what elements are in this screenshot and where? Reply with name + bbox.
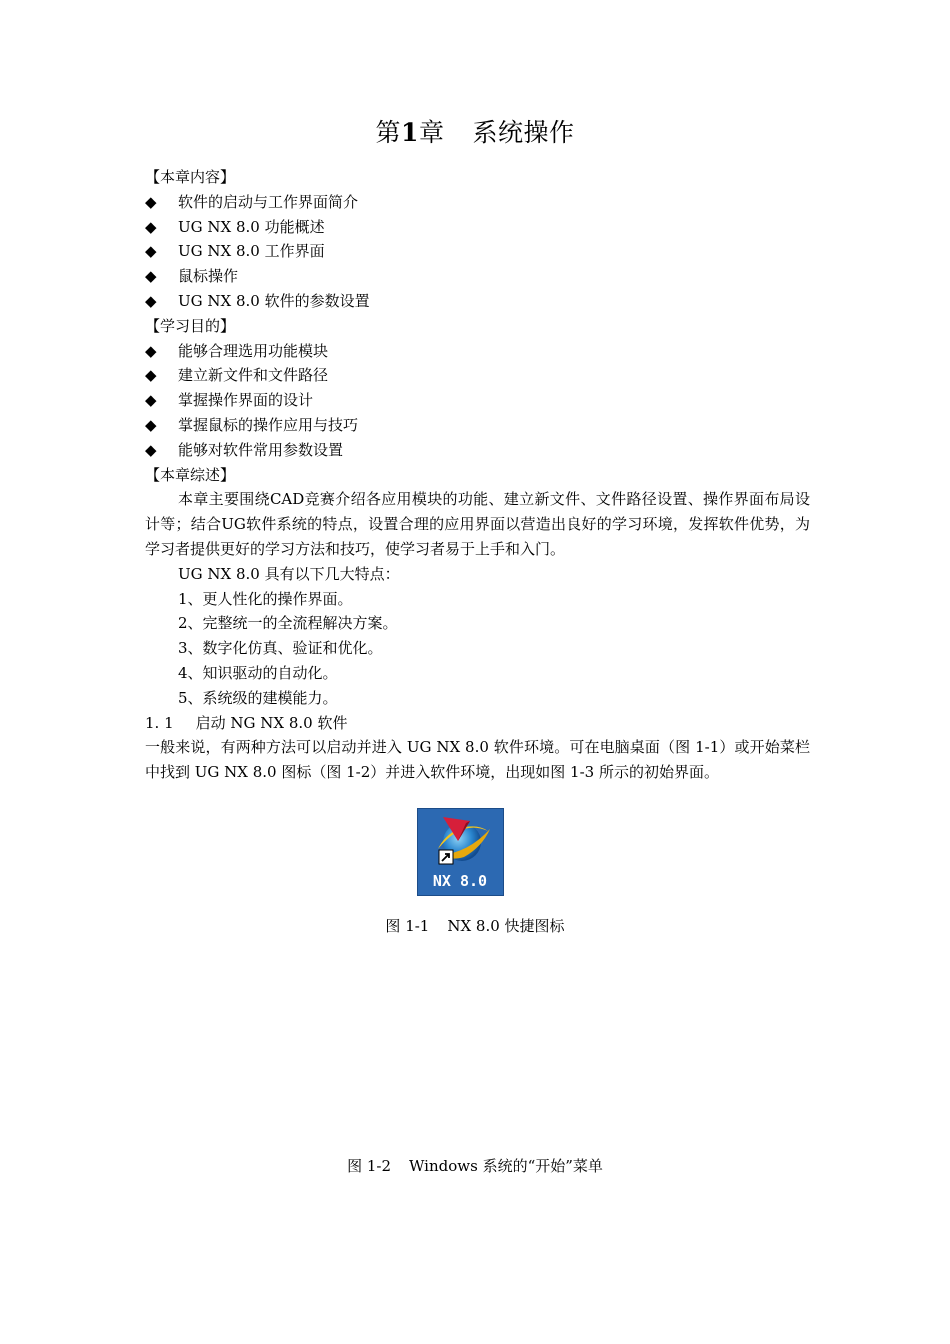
bullet-icon: ◆ (145, 192, 157, 211)
bullet-icon: ◆ (145, 341, 157, 360)
feature-item: 1、更人性化的操作界面。 (178, 589, 353, 608)
list-item: ◆ 建立新文件和文件路径 (145, 363, 810, 388)
summary-paragraph: 本章主要围绕CAD竞赛介绍各应用模块的功能、建立新文件、文件路径设置、操作界面布局设计等；结合UG软件系统的特点，设置合理的应用界面以营造出良好的学习环境，发挥软件优势，为学习者提供更好的学习方法和技巧，使学习者易于上手和入门。 (145, 490, 810, 558)
list-item: ◆ 掌握操作界面的设计 (145, 388, 810, 413)
list-item: ◆ 掌握鼠标的操作应用与技巧 (145, 413, 810, 438)
chapter-prefix: 第 (375, 118, 402, 147)
chapter-number: 1 (401, 118, 419, 147)
bullet-icon: ◆ (145, 267, 157, 286)
section-title: 启动 NG NX 8.0 软件 (195, 713, 348, 732)
bullet-icon: ◆ (145, 366, 157, 385)
list-item: ◆ UG NX 8.0 工作界面 (145, 239, 810, 264)
bullet-icon: ◆ (145, 217, 157, 236)
nx-shortcut-icon (417, 808, 504, 896)
chapter-body (145, 165, 810, 785)
list-item: ◆ 软件的启动与工作界面简介 (145, 190, 810, 215)
chapter-name: 系统操作 (472, 118, 575, 147)
chapter-title (0, 113, 950, 153)
figure-caption-1-2: 图 1-2 Windows 系统的“开始”菜单 (347, 1157, 603, 1175)
feature-item: 5、系统级的建模能力。 (178, 688, 338, 707)
bullet-icon: ◆ (145, 291, 157, 310)
list-item: ◆ UG NX 8.0 功能概述 (145, 215, 810, 240)
list-item: ◆ 能够对软件常用参数设置 (145, 438, 810, 463)
content-heading: 【本章内容】 (145, 168, 236, 186)
list-item: ◆ 能够合理选用功能模块 (145, 339, 810, 364)
feature-item: 2、完整统一的全流程解决方案。 (178, 614, 398, 633)
chapter-suffix: 章 (418, 118, 445, 147)
nx-logo-icon (418, 809, 503, 895)
section-number: 1. 1 (145, 713, 174, 732)
feature-item: 4、知识驱动的自动化。 (178, 663, 338, 682)
bullet-icon: ◆ (145, 242, 157, 261)
goals-heading: 【学习目的】 (145, 316, 236, 335)
figure-caption-1-1: 图 1-1 NX 8.0 快捷图标 (385, 917, 565, 935)
bullet-icon: ◆ (145, 415, 157, 434)
summary-heading: 【本章综述】 (145, 465, 236, 484)
features-intro: UG NX 8.0 具有以下几大特点： (178, 564, 400, 583)
bullet-icon: ◆ (145, 440, 157, 459)
bullet-icon: ◆ (145, 391, 157, 410)
list-item: ◆ UG NX 8.0 软件的参数设置 (145, 289, 810, 314)
feature-item: 3、数字化仿真、验证和优化。 (178, 639, 383, 658)
list-item: ◆ 鼠标操作 (145, 264, 810, 289)
section-paragraph: 一般来说，有两种方法可以启动并进入 UG NX 8.0 软件环境。可在电脑桌面（图 1-1）或开始菜栏中找到 UG NX 8.0 图标（图 1-2）并进入软件环境，出现如图 1-3 所示的初始界面。 (145, 738, 810, 782)
icon-label: NX 8.0 (432, 872, 488, 890)
section-heading (145, 711, 810, 736)
